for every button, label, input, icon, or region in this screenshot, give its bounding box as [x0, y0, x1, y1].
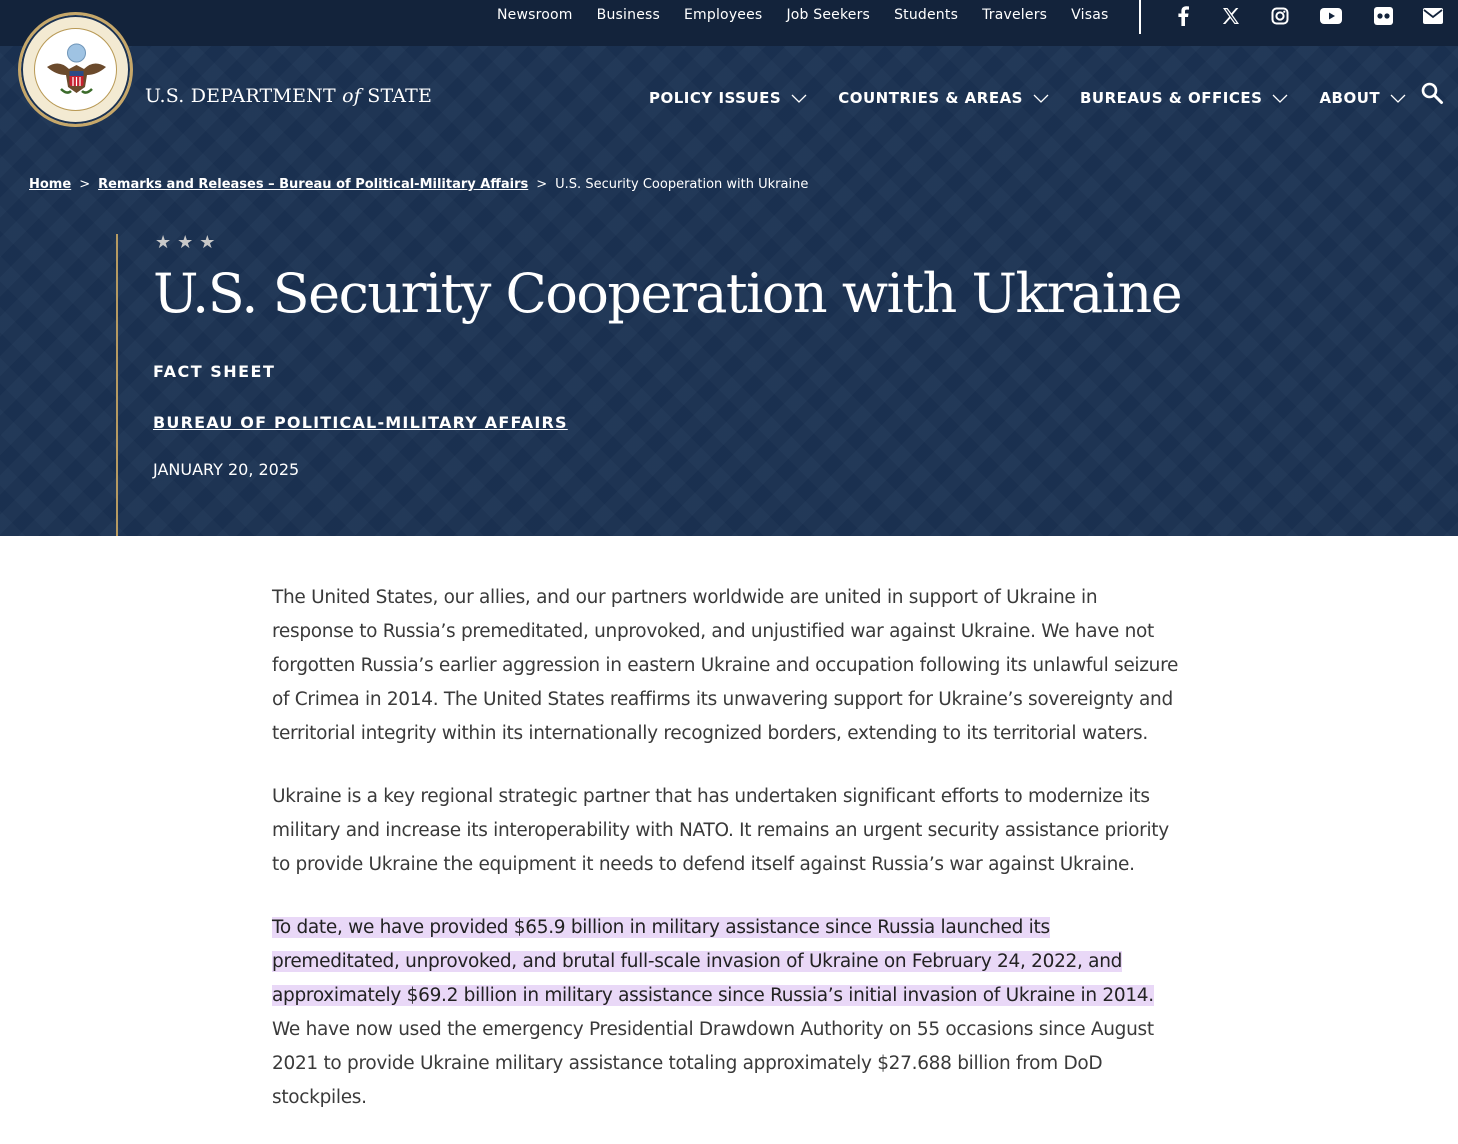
- wordmark-of: of: [342, 85, 361, 107]
- search-icon[interactable]: [1421, 82, 1445, 106]
- article-paragraph-3: [272, 911, 1180, 1115]
- department-wordmark[interactable]: [145, 85, 432, 107]
- hero-banner: [0, 0, 1458, 536]
- utility-link-newsroom[interactable]: Newsroom: [497, 7, 573, 23]
- main-nav: [649, 88, 1437, 107]
- x-icon[interactable]: [1220, 2, 1242, 30]
- wordmark-pre: U.S. DEPARTMENT: [145, 85, 343, 107]
- nav-policy-issues[interactable]: [649, 88, 807, 107]
- nav-label: BUREAUS & OFFICES: [1079, 88, 1263, 107]
- nav-label: POLICY ISSUES: [649, 88, 782, 107]
- utility-divider: [1139, 0, 1141, 34]
- utility-link-students[interactable]: Students: [894, 7, 959, 23]
- paragraph-text: We have now used the emergency Presidential Drawdown Authority on 55 occasions since August 2021 to provide Ukraine military assistance totaling approximately $27.688 billion from DoD stockpiles.: [272, 1019, 1154, 1108]
- department-of-state-seal[interactable]: [18, 12, 133, 127]
- eagle-icon: [35, 29, 118, 112]
- utility-link-job-seekers[interactable]: Job Seekers: [786, 7, 871, 23]
- utility-link-employees[interactable]: Employees: [684, 7, 763, 23]
- document-type: FACT SHEET: [153, 362, 276, 381]
- instagram-icon[interactable]: [1270, 2, 1290, 30]
- utility-link-visas[interactable]: Visas: [1071, 7, 1109, 23]
- nav-label: ABOUT: [1319, 88, 1381, 107]
- wordmark-post: STATE: [360, 85, 433, 107]
- chevron-down-icon: [1033, 88, 1049, 107]
- article-paragraph-1: The United States, our allies, and our partners worldwide are united in support of Ukraine in response to Russia’s premeditated, unprovoked, and unjustified war against Ukraine. We have not forgotten Russia’s earlier aggression in eastern Ukraine and occupation following its unlawful seizure of Crimea in 2014. The United States reaffirms its unwavering support for Ukraine’s sovereignty and territorial integrity within its internationally recognized borders, extending to its territorial waters.: [272, 587, 1179, 744]
- gold-accent-rule: [116, 234, 118, 536]
- nav-about[interactable]: [1319, 88, 1406, 107]
- utility-bar: [0, 0, 1458, 46]
- breadcrumb: [29, 177, 808, 192]
- nav-label: COUNTRIES & AREAS: [838, 88, 1023, 107]
- nav-countries-areas[interactable]: [838, 88, 1049, 107]
- article-body: [272, 581, 1180, 1144]
- highlighted-text: To date, we have provided $65.9 billion in military assistance since Russia launched its premeditated, unprovoked, and brutal full-scale invasion of Ukraine on February 24, 2022, and approximately $69.2 billion in military assistance since Russia’s initial invasion of Ukraine in 2014.: [272, 917, 1154, 1006]
- publication-date: JANUARY 20, 2025: [153, 460, 300, 479]
- facebook-icon[interactable]: [1174, 2, 1192, 30]
- breadcrumb-separator: >: [79, 177, 91, 192]
- utility-nav: [497, 6, 1133, 24]
- utility-link-business[interactable]: Business: [596, 7, 660, 23]
- utility-link-travelers[interactable]: Travelers: [982, 7, 1048, 23]
- email-icon[interactable]: [1422, 2, 1444, 30]
- chevron-down-icon: [791, 88, 807, 107]
- article-paragraph-2: Ukraine is a key regional strategic partner that has undertaken significant efforts to modernize its military and increase its interoperability with NATO. It remains an urgent security assistance priority to provide Ukraine the equipment it needs to defend itself against Russia’s war against Ukraine.: [272, 786, 1169, 875]
- chevron-down-icon: [1390, 88, 1406, 107]
- breadcrumb-current: U.S. Security Cooperation with Ukraine: [555, 177, 809, 192]
- page-title: U.S. Security Cooperation with Ukraine: [153, 262, 1182, 325]
- breadcrumb-home[interactable]: Home: [29, 177, 72, 192]
- chevron-down-icon: [1272, 88, 1288, 107]
- nav-bureaus-offices[interactable]: [1080, 88, 1288, 107]
- breadcrumb-separator: >: [536, 177, 548, 192]
- breadcrumb-section[interactable]: Remarks and Releases – Bureau of Political-Military Affairs: [98, 177, 529, 192]
- stars-icon: ★★★: [155, 232, 222, 253]
- youtube-icon[interactable]: [1319, 2, 1343, 30]
- seal-center: [34, 28, 117, 111]
- bureau-link[interactable]: BUREAU OF POLITICAL-MILITARY AFFAIRS: [153, 413, 568, 432]
- flickr-icon[interactable]: [1372, 2, 1394, 30]
